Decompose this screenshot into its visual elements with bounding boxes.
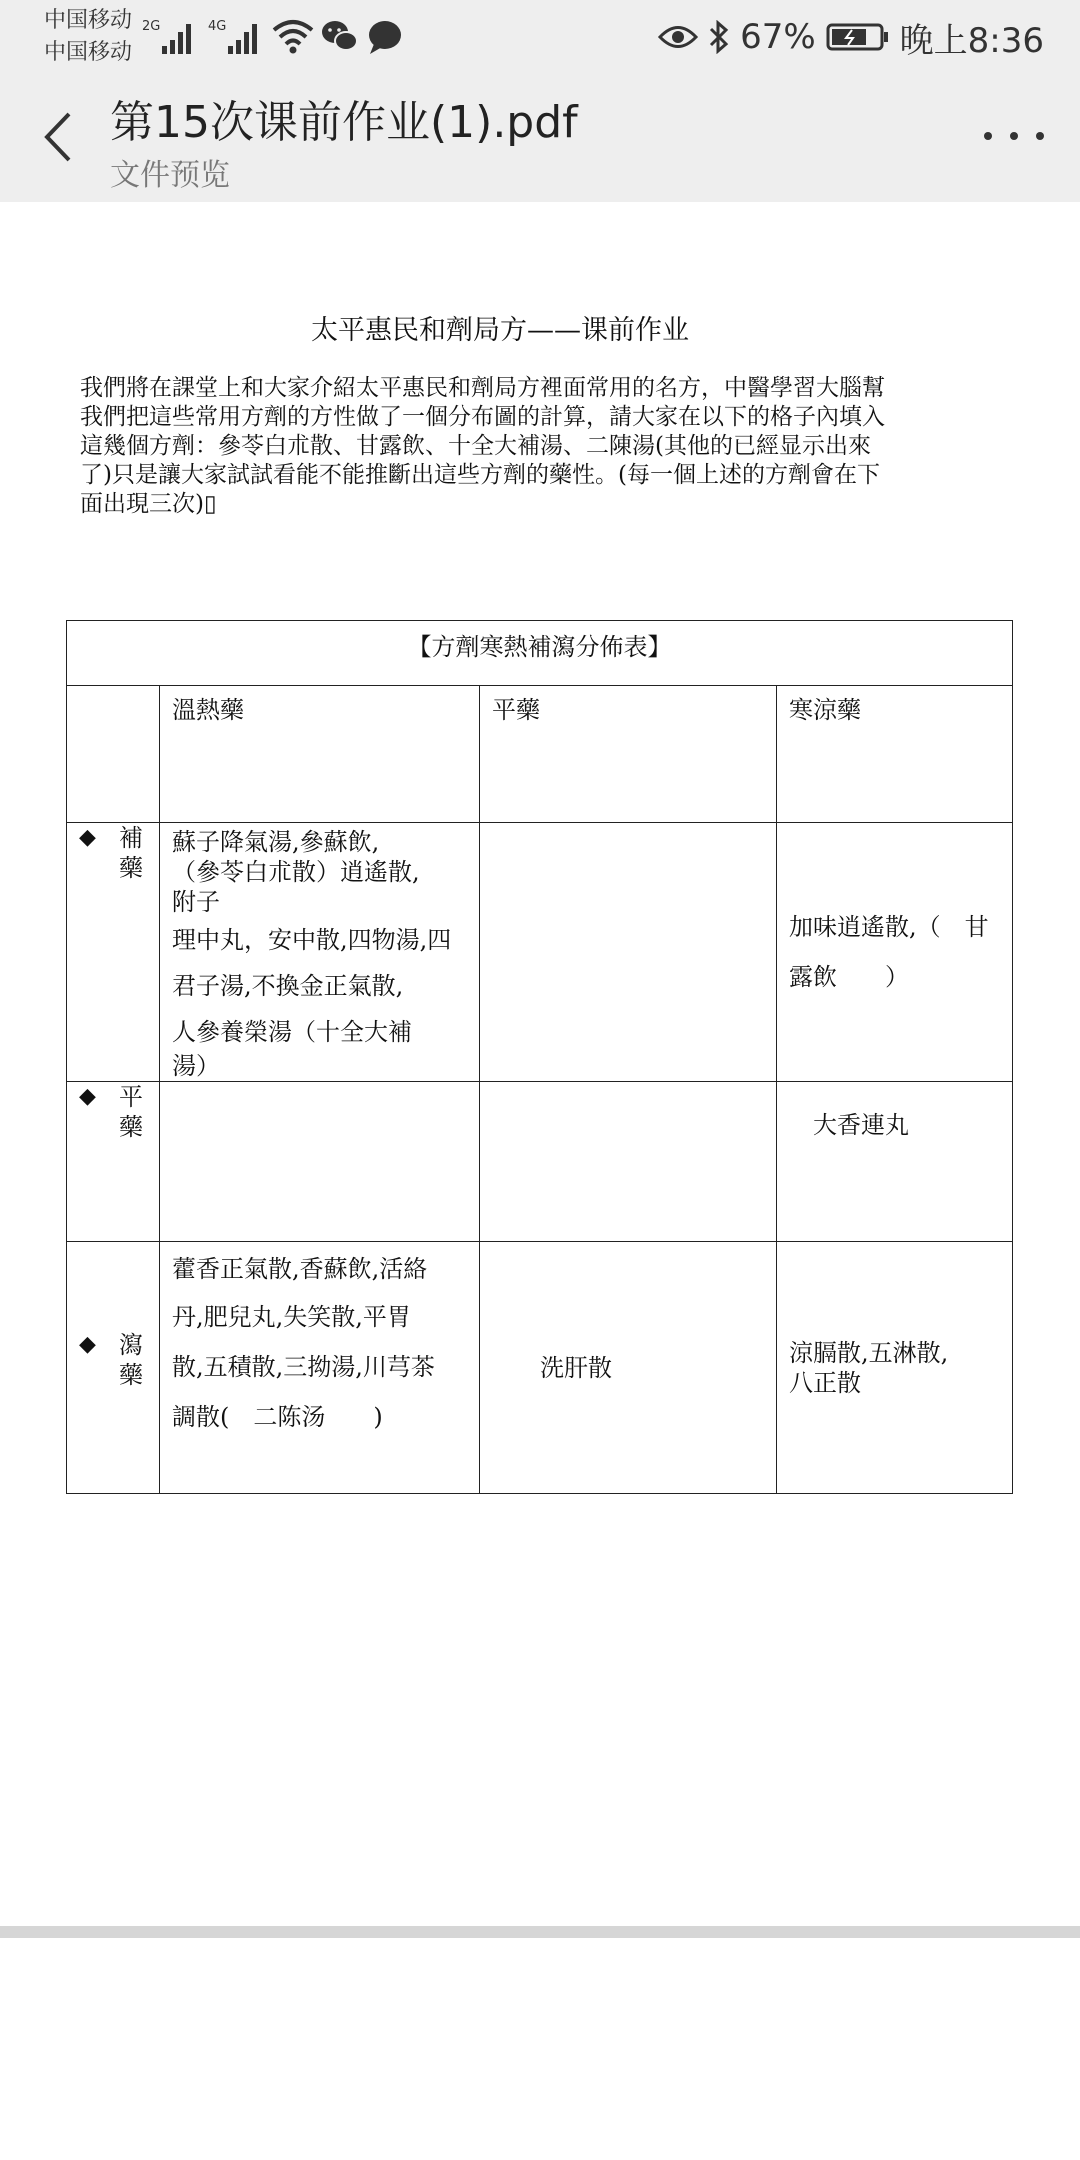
more-dot-icon	[984, 132, 992, 140]
table-title: 【方劑寒熱補瀉分佈表】	[67, 621, 1013, 686]
diamond-bullet-icon: ◆	[79, 825, 96, 850]
more-dot-icon	[1036, 132, 1044, 140]
cell-tonic-neutral	[480, 823, 777, 1082]
intro-line: 這幾個方劑：參苓白朮散、甘露飲、十全大補湯、二陳湯(其他的已經显示出來	[80, 433, 871, 459]
chevron-left-icon	[43, 111, 73, 163]
table-row-purgative	[67, 1242, 1013, 1494]
carrier-name-2: 中国移动	[44, 40, 133, 65]
row-label-purgative	[67, 1242, 160, 1494]
more-dot-icon	[1010, 132, 1018, 140]
battery-icon	[826, 22, 890, 52]
cell-line: 大香連丸	[813, 1111, 909, 1139]
status-right-group	[658, 12, 1044, 62]
diamond-bullet-icon: ◆	[79, 1084, 96, 1109]
cell-line: 蘇子降氣湯,參蘇飲,	[172, 828, 380, 856]
cell-purgative-warm	[160, 1242, 480, 1494]
eye-icon	[658, 22, 698, 52]
cell-line: 湯）	[172, 1052, 220, 1080]
clock: 晚上8:36	[899, 20, 1044, 61]
network-type-2: 4G	[208, 19, 227, 34]
cell-purgative-cold	[777, 1242, 1013, 1494]
cell-line: 八正散	[789, 1368, 861, 1397]
intro-line: 面出現三次)▯	[80, 491, 217, 517]
intro-line: 了)只是讓大家試試看能不能推斷出這些方劑的藥性。(每一個上述的方劑會在下	[80, 462, 880, 488]
diamond-bullet-icon: ◆	[79, 1332, 96, 1357]
prescription-distribution-table	[66, 620, 1013, 1494]
bottom-blank-area	[0, 1938, 1080, 2160]
cell-line: 君子湯,不換金正氣散,	[172, 972, 404, 1000]
signal-icon	[142, 16, 198, 56]
cell-line: 附子	[172, 888, 220, 916]
row-label-text: 平藥	[119, 1083, 143, 1141]
signal-icon	[208, 16, 264, 56]
table-row-tonic	[67, 823, 1013, 1082]
cell-line: 露飲 ）	[789, 963, 909, 991]
cell-line: 洗肝散	[540, 1353, 612, 1382]
bluetooth-icon	[708, 20, 730, 54]
column-header-cold: 寒涼藥	[777, 686, 1013, 823]
row-label-neutral	[67, 1082, 160, 1242]
back-button[interactable]	[30, 100, 86, 174]
cell-line: 人參養榮湯（十全大補	[172, 1018, 412, 1046]
cell-line: （參苓白朮散）逍遙散,	[172, 858, 420, 886]
document-title: 第15次课前作业(1).pdf	[110, 97, 578, 148]
row-label-tonic	[67, 823, 160, 1082]
wifi-icon	[272, 16, 314, 56]
cell-line: 藿香正氣散,香蘇飲,活絡	[172, 1255, 428, 1283]
cell-neutral-cold	[777, 1082, 1013, 1242]
cell-neutral-warm	[160, 1082, 480, 1242]
column-header-warm: 溫熱藥	[160, 686, 480, 823]
table-row-neutral	[67, 1082, 1013, 1242]
cell-line: 理中丸，安中散,四物湯,四	[172, 926, 452, 954]
document-subtitle: 文件预览	[110, 158, 230, 193]
row-label-text: 瀉藥	[119, 1331, 143, 1389]
cell-neutral-neutral	[480, 1082, 777, 1242]
title-bar	[0, 72, 1080, 202]
cell-purgative-neutral	[480, 1242, 777, 1494]
intro-line: 我們把這些常用方劑的方性做了一個分布圖的計算，請大家在以下的格子內填入	[80, 404, 885, 430]
document-heading: 太平惠民和劑局方——课前作业	[311, 315, 689, 346]
network-type-1: 2G	[142, 19, 161, 34]
row-label-text: 補藥	[119, 824, 143, 882]
intro-paragraph	[80, 374, 960, 519]
pdf-page[interactable]	[0, 202, 1080, 1926]
more-options-button[interactable]	[984, 118, 1044, 154]
column-header-neutral: 平藥	[480, 686, 777, 823]
battery-percent: 67%	[740, 17, 816, 57]
cell-line: 涼膈散,五淋散,	[789, 1338, 949, 1367]
intro-line: 我們將在課堂上和大家介紹太平惠民和劑局方裡面常用的名方，中醫學習大腦幫	[80, 375, 885, 401]
cell-line: 加味逍遙散,（ 甘	[789, 913, 989, 941]
status-bar	[0, 0, 1080, 72]
message-icon	[366, 16, 404, 56]
carrier-name-1: 中国移动	[44, 8, 133, 33]
cell-tonic-warm	[160, 823, 480, 1082]
wechat-icon	[320, 16, 360, 56]
cell-line: 調散( 二陈汤 )	[172, 1403, 383, 1431]
cell-line: 散,五積散,三拗湯,川芎茶	[172, 1353, 435, 1381]
cell-tonic-cold	[777, 823, 1013, 1082]
page-divider	[0, 1926, 1080, 1938]
table-header-empty	[67, 686, 160, 823]
cell-line: 丹,肥兒丸,失笑散,平胃	[172, 1303, 411, 1331]
